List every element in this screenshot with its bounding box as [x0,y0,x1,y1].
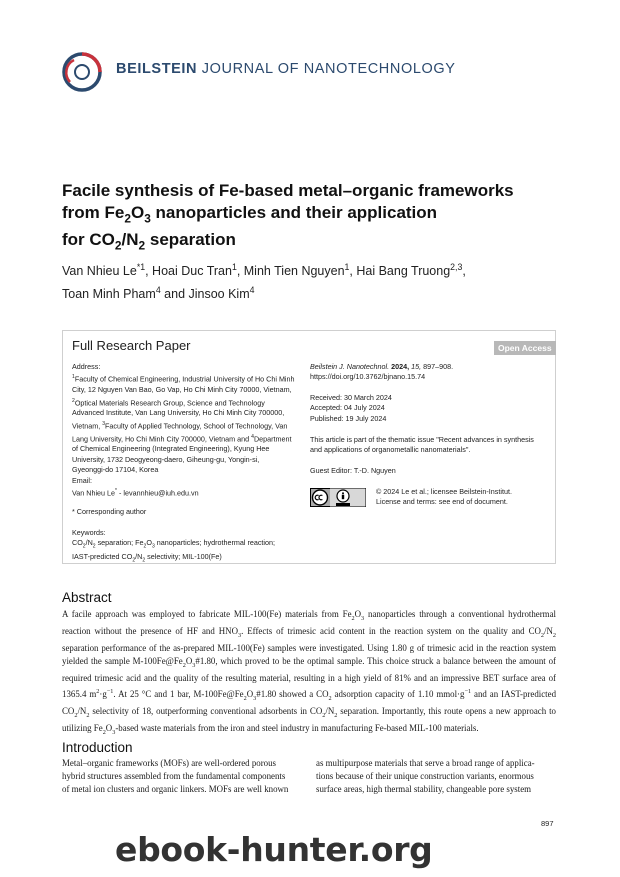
introduction-right-column: as multipurpose materials that serve a broad range of applica- tions because of their unique construction variants, enormous surface areas, high thermal stability, changeable pore system [316,758,535,795]
license-block: © 2024 Le et al.; licensee Beilstein-Institut. License and terms: see end of document. [376,487,556,508]
introduction-heading: Introduction [62,740,133,755]
keywords-block: Keywords: $CO_2/N_2$ separation; $Fe_2O_3$ nanoparticles; hydrothermal reaction; IAST-predicted $CO_2/N_2$ selectivity; MIL-100(Fe) [72,528,276,564]
journal-logo-icon [60,50,104,94]
citation-block: Beilstein J. Nanotechnol. 2024, 15, 897–908. https://doi.org/10.3762/bjnano.15.74 [310,362,550,383]
license-link[interactable]: License and terms: see end of document. [376,497,508,507]
author-list: Van Nhieu Le$^{*1}$, Hoai Duc Tran$^1$, Minh Tien Nguyen$^1$, Hai Bang Truong$^{2,3}$, Toan Minh Pham$^4$ and Jinsoo Kim$^4$ [62,262,466,302]
corresponding-note: * Corresponding author [72,507,147,516]
creative-commons-icon [310,488,366,507]
email-block: Email: Van Nhieu Le* - levannhieu@iuh.edu.vn [72,476,199,498]
email-link[interactable]: - levannhieu@iuh.edu.vn [117,488,199,498]
thematic-issue: This article is part of the thematic issue "Recent advances in synthesis and applications of organometallic nanomaterials". [310,435,534,455]
doi-link[interactable]: https://doi.org/10.3762/bjnano.15.74 [310,372,426,382]
guest-editor: Guest Editor: T.-D. Nguyen [310,466,396,475]
page-number: 897 [541,819,554,828]
article-type: Full Research Paper [72,338,191,353]
article-title: Facile synthesis of Fe-based metal–organic frameworks from $Fe_2O_3$ nanoparticles and their application for $CO_2/N_2$ separation [62,181,514,253]
introduction-left-column: Metal–organic frameworks (MOFs) are well-ordered porous hybrid structures assembled from the fundamental components of metal ion clusters and organic linkers. MOFs are well known [62,758,289,795]
open-access-badge: Open Access [494,341,556,355]
watermark-text: ebook-hunter.org [115,830,433,869]
abstract-text: A facile approach was employed to fabricate MIL-100(Fe) materials from $Fe_2O_3$ nanoparticles through a conventional hydrothermal reaction without the presence of HF and $HNO_3$. Effects of trimesic acid content in the reaction system on the quality and $CO_2/N_2$ separation performance of the as-prepared MIL-100(Fe) samples were investigated. Using 1.80 g of trimesic acid in the reaction system yielded the sample $M-100Fe@Fe_2O_3\#1.80$, which proved to be the optimal sample. This choice struck a balance between the amount of required trimesic acid and the quality of the resulting material, resulting in a high yield of 81% and an impressive BET surface area of 1365.4 $m^2\cdot g^{-1}$. At 25 °C and 1 bar, $M-100Fe@Fe_2O_3\#1.80$ showed a $CO_2$ adsorption capacity of 1.10 $mmol\cdot g^{-1}$ and an IAST-predicted $CO_2/N_2$ selectivity of 18, outperforming conventional adsorbents in $CO_2/N_2$ separation. Importantly, this route opens a new approach to utilizing $Fe_2O_3$-based waste materials from the iron and steel industry in manufacturing Fe-based MIL-100 materials. [62,609,557,736]
address-block: Address: $^1$Faculty of Chemical Engineering, Industrial University of Ho Chi Minh City, 12 Nguyen Van Bao, Go Vap, Ho Chi Minh City 70000, Vietnam, $^2$Optical Materials Research Group, Science and Technology Advanced Institute, Van Lang University, Ho Chi Minh City 700000, Vietnam, $^3$Faculty of Applied Technology, School of Technology, Van Lang University, Ho Chi Minh City 700000, Vietnam and $^4$Department of Chemical Engineering (Integrated Engineering), Kyung Hee University, 1732 Deogyeong-daero, Giheung-gu, Yongin-si, Gyeonggi-do 17104, Korea [72,362,295,475]
dates-block: Received: 30 March 2024 Accepted: 04 July 2024 Published: 19 July 2024 [310,393,392,423]
journal-name: BEILSTEIN JOURNAL OF NANOTECHNOLOGY [116,61,456,77]
abstract-heading: Abstract [62,590,112,605]
